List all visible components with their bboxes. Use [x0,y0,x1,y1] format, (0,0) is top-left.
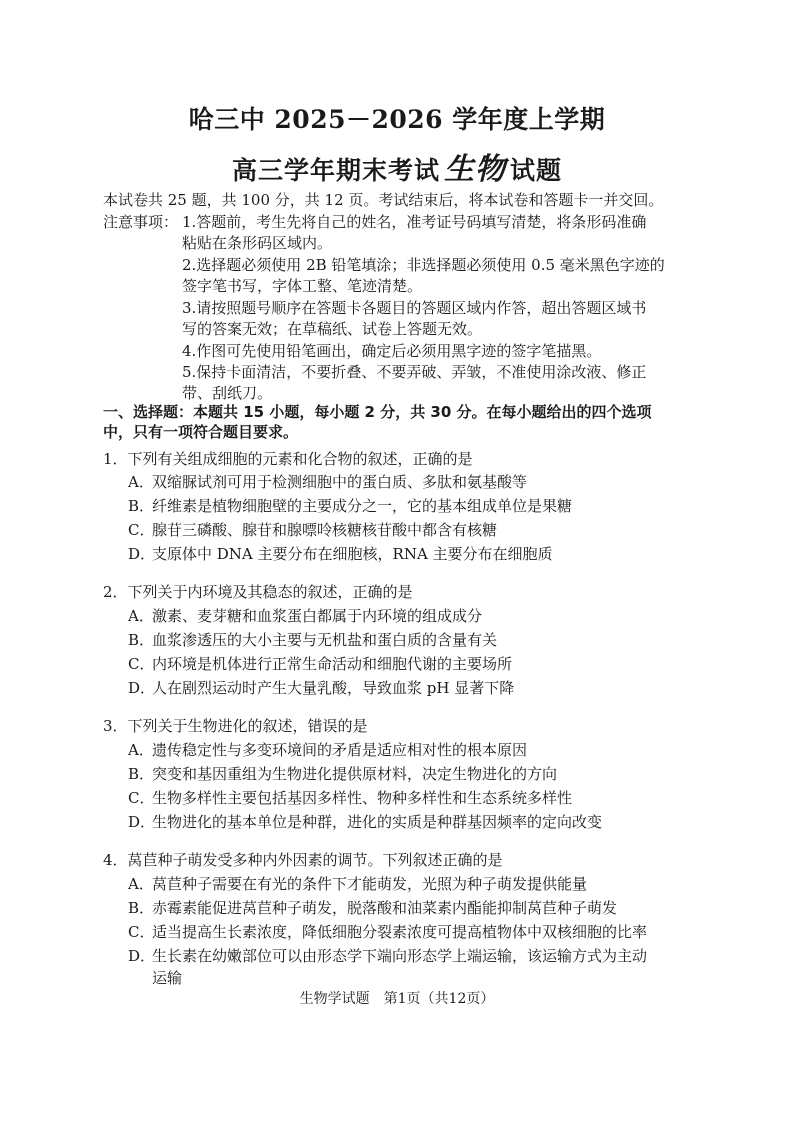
question-1-option-d [128,544,553,564]
option-text: 支原体中 DNA 主要分布在细胞核，RNA 主要分布在细胞质 [152,545,553,563]
question-2-option-c [128,654,512,674]
option-label: B． [128,899,155,917]
option-text: 血浆渗透压的大小主要与无机盐和蛋白质的含量有关 [152,631,498,649]
notice-item-1-cont: 粘贴在条形码区域内。 [182,234,333,252]
notice-item-2: 2.选择题必须使用 2B 铅笔填涂；非选择题必须使用 0.5 毫米黑色字迹的 [182,256,665,274]
option-text: 双缩脲试剂可用于检测细胞中的蛋白质、多肽和氨基酸等 [152,473,528,491]
option-text: 生物多样性主要包括基因多样性、物种多样性和生态系统多样性 [152,789,573,807]
page-footer: 生物学试题 第1页（共12页） [299,991,495,1007]
question-2-stem: 2．下列关于内环境及其稳态的叙述，正确的是 [103,583,413,601]
question-2-option-a [128,606,482,626]
option-text: 莴苣种子需要在有光的条件下才能萌发，光照为种子萌发提供能量 [152,875,588,893]
question-2-option-d [128,678,514,698]
notice-label: 注意事项： [103,213,179,231]
notice-item-2-cont: 签字笔书写，字体工整、笔迹清楚。 [182,277,423,295]
exam-title-line1: 哈三中 2025－2026 学年度上学期 [188,105,606,134]
question-4-option-d-cont: 运输 [152,969,183,987]
option-label: B． [128,765,155,783]
exam-title-part-b: 试题 [510,156,563,185]
option-text: 内环境是机体进行正常生命活动和细胞代谢的主要场所 [152,655,513,673]
question-3-option-a [128,740,527,760]
question-3-option-d [128,812,602,832]
question-3-stem: 3．下列关于生物进化的叙述，错误的是 [103,717,368,735]
question-1-option-a [128,472,527,492]
option-text: 突变和基因重组为生物进化提供原材料，决定生物进化的方向 [152,765,558,783]
option-label: C． [128,655,155,673]
notice-item-3: 3.请按照题号顺序在答题卡各题目的答题区域内作答，超出答题区域书 [182,299,647,317]
question-4-option-a [128,874,587,894]
question-4-option-b [128,898,617,918]
notice-item-5: 5.保持卡面清洁，不要折叠、不要弄破、弄皱，不准使用涂改液、修正 [182,363,647,381]
question-3-option-b [128,764,557,784]
exam-title-line2 [0,144,794,188]
option-label: D． [128,545,156,563]
option-text: 遗传稳定性与多变环境间的矛盾是适应相对性的根本原因 [152,741,528,759]
option-text: 生长素在幼嫩部位可以由形态学下端向形态学上端运输，该运输方式为主动 [152,947,648,965]
question-4-stem: 4．莴苣种子萌发受多种内外因素的调节。下列叙述正确的是 [103,851,503,869]
option-label: C． [128,521,155,539]
option-label: D． [128,813,156,831]
option-label: A． [128,875,154,893]
option-text: 适当提高生长素浓度，降低细胞分裂素浓度可提高植物体中双核细胞的比率 [152,923,648,941]
option-label: A． [128,473,154,491]
option-text: 激素、麦芽糖和血浆蛋白都属于内环境的组成成分 [152,607,483,625]
option-label: A． [128,741,154,759]
question-1-option-c [128,520,497,540]
option-label: B． [128,631,155,649]
notice-item-1: 1.答题前，考生先将自己的姓名，准考证号码填写清楚，将条形码准确 [182,213,647,231]
option-label: C． [128,789,155,807]
option-text: 赤霉素能促进莴苣种子萌发，脱落酸和油菜素内酯能抑制莴苣种子萌发 [152,899,618,917]
option-label: C． [128,923,155,941]
question-4-option-d [128,946,647,966]
option-label: B． [128,497,155,515]
option-label: D． [128,679,156,697]
exam-subject: 生物 [444,152,506,187]
exam-intro: 本试卷共 25 题，共 100 分，共 12 页。考试结束后，将本试卷和答题卡一并交回。 [103,191,664,209]
section-heading-line1: 一、选择题：本题共 15 小题，每小题 2 分，共 30 分。在每小题给出的四个选项 [103,403,652,421]
option-text: 生物进化的基本单位是种群，进化的实质是种群基因频率的定向改变 [152,813,603,831]
section-heading-line2: 中，只有一项符合题目要求。 [103,423,299,441]
option-text: 人在剧烈运动时产生大量乳酸，导致血浆 pH 显著下降 [152,679,515,697]
question-4-option-c [128,922,647,942]
option-text: 纤维素是植物细胞壁的主要成分之一，它的基本组成单位是果糖 [152,497,573,515]
exam-title-part-a: 高三学年期末考试 [231,156,440,185]
section-heading [103,402,663,442]
option-label: A． [128,607,154,625]
question-2-option-b [128,630,497,650]
option-text: 腺苷三磷酸、腺苷和腺嘌呤核糖核苷酸中都含有核糖 [152,521,498,539]
question-1-stem: 1．下列有关组成细胞的元素和化合物的叙述，正确的是 [103,450,473,468]
notice-item-3-cont: 写的答案无效；在草稿纸、试卷上答题无效。 [182,320,483,338]
question-1-option-b [128,496,572,516]
question-3-option-c [128,788,572,808]
option-label: D． [128,947,156,965]
notice-item-4: 4.作图可先使用铅笔画出，确定后必须用黑字迹的签字笔描黑。 [182,342,602,360]
notice-item-5-cont: 带、刮纸刀。 [182,384,273,402]
